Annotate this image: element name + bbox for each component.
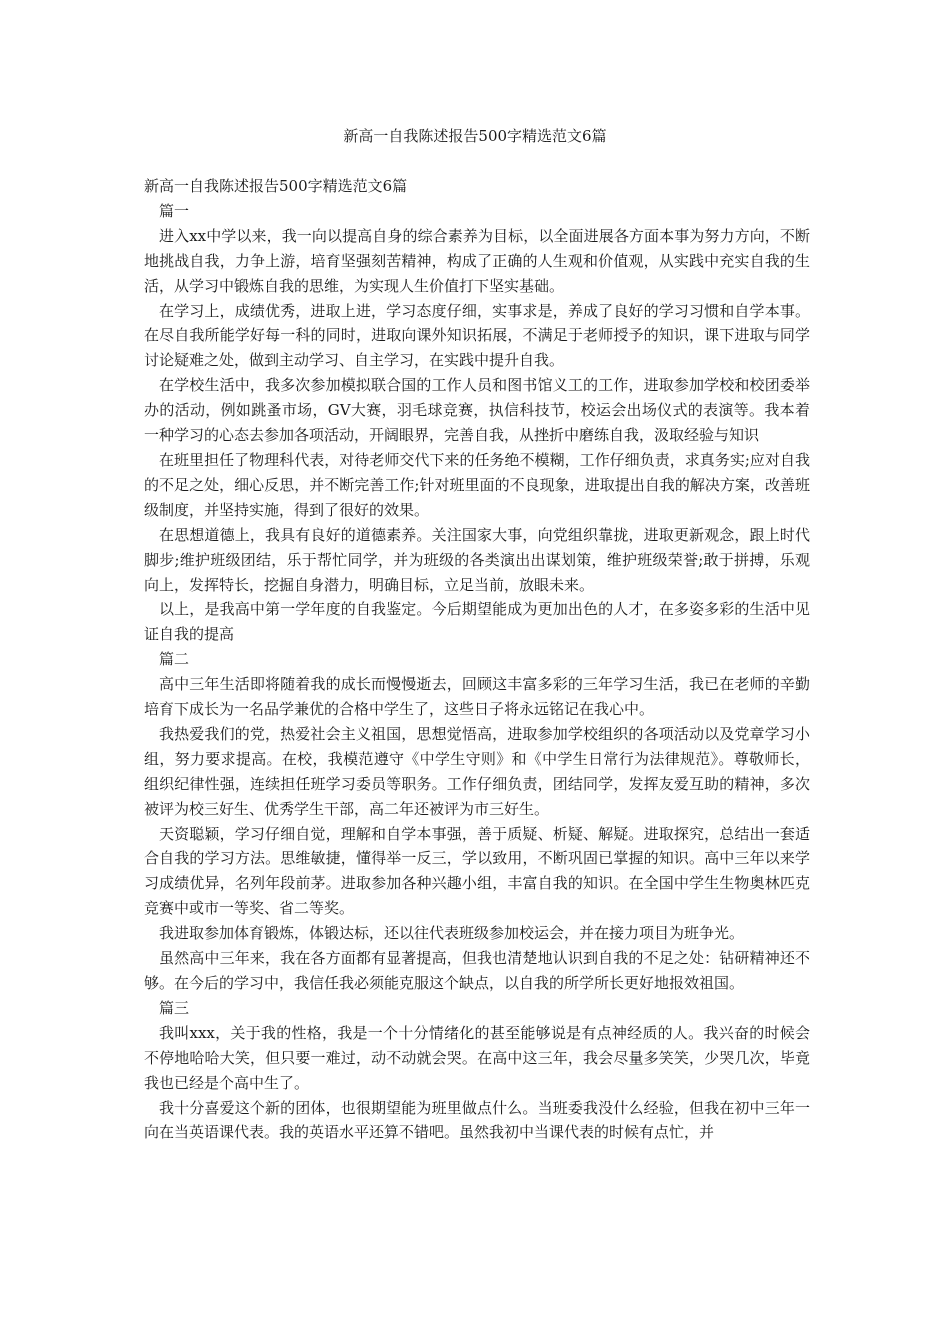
paragraph: 我进取参加体育锻炼，体锻达标，还以往代表班级参加校运会，并在接力项目为班争光。 <box>159 924 745 943</box>
paragraph: 我叫xxx，关于我的性格，我是一个十分情绪化的甚至能够说是有点神经质的人。我兴奋的时候会不停地哈哈大笑，但只要一难过，动不动就会哭。在高中这三年，我会尽量多笑笑，少哭几次，毕竟我也已经是个高中生了。 <box>144 1023 810 1092</box>
document-title: 新高一自我陈述报告500字精选范文6篇 <box>343 127 607 145</box>
paragraph: 在班里担任了物理科代表，对待老师交代下来的任务绝不模糊，工作仔细负责，求真务实;应对自我的不足之处，细心反思，并不断完善工作;针对班里面的不良现象，进取提出自我的解决方案，改善班级制度，并坚持实施，得到了很好的效果。 <box>144 450 810 519</box>
document-subtitle: 新高一自我陈述报告500字精选范文6篇 <box>144 177 408 195</box>
section-heading: 篇二 <box>159 650 190 669</box>
section-heading: 篇三 <box>159 998 190 1017</box>
paragraph: 以上，是我高中第一学年度的自我鉴定。今后期望能成为更加出色的人才，在多姿多彩的生活中见证自我的提高 <box>144 600 810 644</box>
paragraph: 高中三年生活即将随着我的成长而慢慢逝去，回顾这丰富多彩的三年学习生活，我已在老师的辛勤培育下成长为一名品学兼优的合格中学生了，这些日子将永远铭记在我心中。 <box>144 675 810 719</box>
paragraph: 在学校生活中，我多次参加模拟联合国的工作人员和图书馆义工的工作，进取参加学校和校团委举办的活动，例如跳蚤市场，GV大赛，羽毛球竞赛，执信科技节，校运会出场仪式的表演等。我本着一种学习的心态去参加各项活动，开阔眼界，完善自我，从挫折中磨练自我，汲取经验与知识 <box>144 376 810 445</box>
paragraph: 虽然高中三年来，我在各方面都有显著提高，但我也清楚地认识到自我的不足之处：钻研精神还不够。在今后的学习中，我信任我必须能克服这个缺点，以自我的所学所长更好地报效祖国。 <box>144 949 810 992</box>
paragraph: 在思想道德上，我具有良好的道德素养。关注国家大事，向党组织靠拢，进取更新观念，跟上时代脚步;维护班级团结，乐于帮忙同学，并为班级的各类演出出谋划策，维护班级荣誉;敢于拼搏，乐观向上，发挥特长，挖掘自身潜力，明确目标，立足当前，放眼未来。 <box>144 525 810 594</box>
document-body <box>144 174 810 1145</box>
paragraph: 我十分喜爱这个新的团体，也很期望能为班里做点什么。当班委我没什么经验，但我在初中三年一向在当英语课代表。我的英语水平还算不错吧。虽然我初中当课代表的时候有点忙，并 <box>144 1098 810 1142</box>
section-heading: 篇一 <box>159 201 190 220</box>
paragraph: 天资聪颖，学习仔细自觉，理解和自学本事强，善于质疑、析疑、解疑。进取探究，总结出一套适合自我的学习方法。思维敏捷，懂得举一反三，学以致用，不断巩固已掌握的知识。高中三年以来学习成绩优异，名列年段前茅。进取参加各种兴趣小组，丰富自我的知识。在全国中学生生物奥林匹克竞赛中或市一等奖、省二等奖。 <box>144 824 810 918</box>
paragraph: 我热爱我们的党，热爱社会主义祖国，思想觉悟高，进取参加学校组织的各项活动以及党章学习小组，努力要求提高。在校，我模范遵守《中学生守则》和《中学生日常行为法律规范》。尊敬师长，组织纪律性强，连续担任班学习委员等职务。工作仔细负责，团结同学，发挥友爱互助的精神，多次被评为校三好生、优秀学生干部，高二年还被评为市三好生。 <box>144 724 810 818</box>
paragraph: 进入xx中学以来，我一向以提高自身的综合素养为目标，以全面进展各方面本事为努力方向，不断地挑战自我，力争上游，培育坚强刻苦精神，构成了正确的人生观和价值观，从实践中充实自我的生活，从学习中锻炼自我的思维，为实现人生价值打下坚实基础。 <box>144 226 810 295</box>
paragraph: 在学习上，成绩优秀，进取上进，学习态度仔细，实事求是，养成了良好的学习习惯和自学本事。在尽自我所能学好每一科的同时，进取向课外知识拓展，不满足于老师授予的知识，课下进取与同学讨论疑难之处，做到主动学习、自主学习，在实践中提升自我。 <box>144 301 810 370</box>
